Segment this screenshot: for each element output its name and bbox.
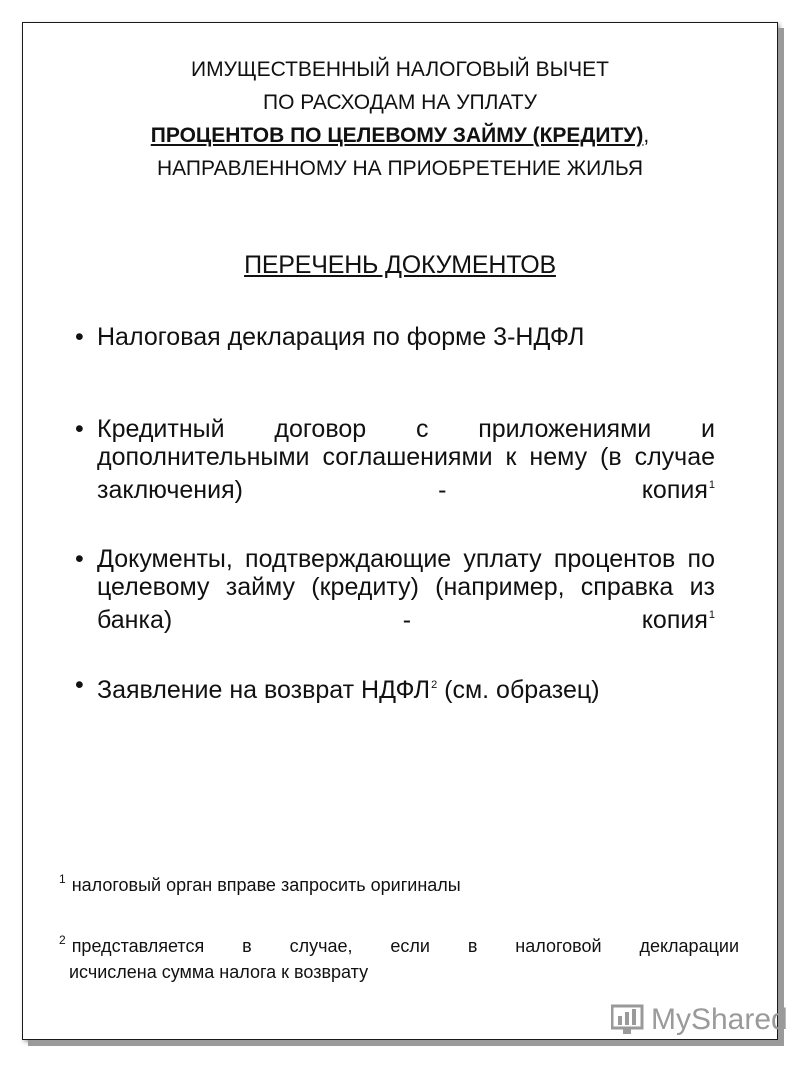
document-frame <box>22 22 788 1040</box>
documents-heading: ПЕРЕЧЕНЬ ДОКУМЕНТОВ <box>244 251 556 279</box>
list-item <box>75 323 715 351</box>
footnote-1 <box>59 866 739 898</box>
bullet-icon: • <box>75 415 84 443</box>
footnote-ref: 1 <box>708 479 715 491</box>
title-line-1: ИМУЩЕСТВЕННЫЙ НАЛОГОВЫЙ ВЫЧЕТ <box>190 58 609 81</box>
watermark <box>611 1003 788 1037</box>
footnote-2 <box>59 927 739 985</box>
footnote-ref: 2 <box>431 679 438 691</box>
item-text: Налоговая декларация по форме 3-НДФЛ <box>97 323 585 351</box>
title-line-3-bold: ПРОЦЕНТОВ ПО ЦЕЛЕВОМУ ЗАЙМУ (КРЕДИТУ) <box>150 124 644 147</box>
bullet-icon: • <box>75 545 84 573</box>
title-line-2: ПО РАСХОДАМ НА УПЛАТУ <box>263 91 537 114</box>
page-title <box>23 53 777 185</box>
item-text: Документы, подтверждающие уплату процентов по целевому займу (кредиту) (например, справка из банка) - копия <box>97 545 715 634</box>
bullet-icon: • <box>75 323 84 351</box>
watermark-text: MyShared <box>651 1003 788 1036</box>
title-line-3-tail: , <box>643 124 650 147</box>
item-text-tail: (см. образец) <box>437 676 600 704</box>
title-line-4: НАПРАВЛЕННОМУ НА ПРИОБРЕТЕНИЕ ЖИЛЬЯ <box>156 157 644 180</box>
footnote-mark: 1 <box>59 872 66 886</box>
list-item <box>75 671 715 704</box>
list-item <box>75 415 715 504</box>
list-item <box>75 545 715 634</box>
title-line-3 <box>23 119 777 152</box>
bullet-icon: • <box>75 671 84 699</box>
footnote-text: налоговый орган вправе запросить оригиналы <box>71 875 461 895</box>
footnote-text-line-2: исчислена сумма налога к возврату <box>69 962 369 982</box>
myshared-logo-icon <box>611 1004 645 1036</box>
footnote-mark: 2 <box>59 933 66 947</box>
footnote-text-line-1: представляется в случае, если в налоговой декларации <box>71 936 739 956</box>
footnote-ref: 1 <box>708 609 715 621</box>
item-text: Кредитный договор с приложениями и дополнительными соглашениями к нему (в случае заключения) - копия <box>97 415 715 504</box>
item-text: Заявление на возврат НДФЛ <box>97 676 431 704</box>
